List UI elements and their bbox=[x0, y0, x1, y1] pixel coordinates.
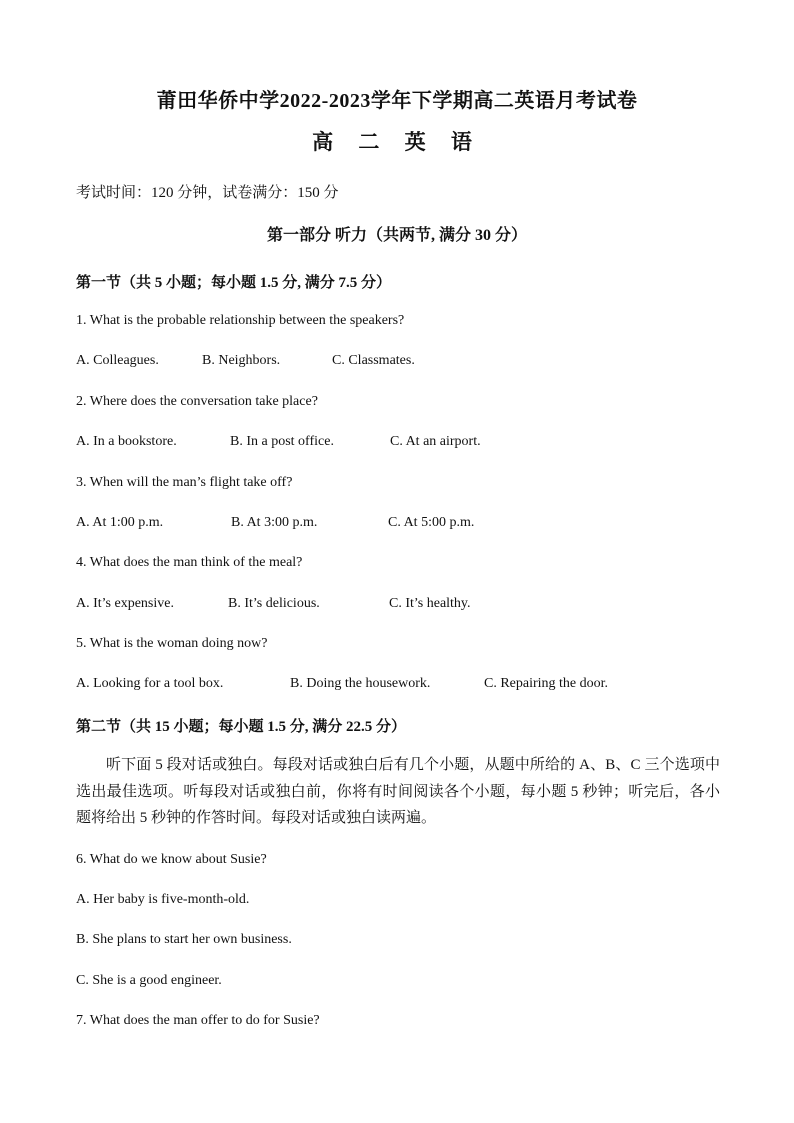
option-a: A. In a bookstore. bbox=[76, 434, 177, 449]
option-b: B. Neighbors. bbox=[202, 353, 281, 368]
option-c: C. It’s healthy. bbox=[389, 596, 471, 611]
option-b: B. Doing the housework. bbox=[290, 676, 431, 691]
part1-heading: 第一部分 听力（共两节, 满分 30 分） bbox=[266, 227, 527, 244]
option-c: C. At an airport. bbox=[390, 434, 481, 449]
question-3-options bbox=[76, 515, 474, 531]
option-c: C. Classmates. bbox=[332, 353, 415, 368]
question-6-option-b: B. She plans to start her own business. bbox=[76, 932, 292, 947]
option-a: A. Colleagues. bbox=[76, 353, 159, 368]
question-5: 5. What is the woman doing now? bbox=[76, 636, 268, 651]
option-b: B. It’s delicious. bbox=[228, 596, 320, 611]
section1-heading: 第一节（共 5 小题；每小题 1.5 分, 满分 7.5 分） bbox=[76, 275, 392, 291]
question-7: 7. What does the man offer to do for Susie? bbox=[76, 1013, 320, 1028]
exam-info: 考试时间：120 分钟，试卷满分：150 分 bbox=[76, 185, 339, 201]
question-3: 3. When will the man’s flight take off? bbox=[76, 475, 293, 490]
question-4: 4. What does the man think of the meal? bbox=[76, 555, 303, 570]
option-a: A. At 1:00 p.m. bbox=[76, 515, 164, 530]
option-a: A. Looking for a tool box. bbox=[76, 676, 224, 691]
question-2: 2. Where does the conversation take place? bbox=[76, 394, 318, 409]
question-5-options bbox=[76, 676, 608, 692]
question-1: 1. What is the probable relationship between the speakers? bbox=[76, 313, 405, 328]
section2-heading: 第二节（共 15 小题；每小题 1.5 分, 满分 22.5 分） bbox=[76, 719, 407, 735]
question-1-options bbox=[76, 353, 415, 369]
question-6-option-a: A. Her baby is five-month-old. bbox=[76, 892, 250, 907]
option-c: C. At 5:00 p.m. bbox=[388, 515, 475, 530]
question-6: 6. What do we know about Susie? bbox=[76, 852, 267, 867]
option-c: C. Repairing the door. bbox=[484, 676, 609, 691]
exam-subtitle: 高 二 英 语 bbox=[312, 130, 482, 154]
option-b: B. At 3:00 p.m. bbox=[231, 515, 318, 530]
question-2-options bbox=[76, 434, 481, 450]
section2-instructions: 听下面 5 段对话或独白。每段对话或独白后有几个小题，从题中所给的 A、B、C 三个选项中选出最佳选项。听每段对话或独白前，你将有时间阅读各个小题，每小题 5 秒钟；听完后，各小题将给出 5 秒钟的作答时间。每段对话或独白读两遍。 bbox=[76, 757, 720, 826]
question-4-options bbox=[76, 596, 471, 612]
question-6-option-c: C. She is a good engineer. bbox=[76, 973, 222, 988]
exam-title: 莆田华侨中学2022-2023学年下学期高二英语月考试卷 bbox=[156, 90, 638, 112]
option-b: B. In a post office. bbox=[230, 434, 334, 449]
option-a: A. It’s expensive. bbox=[76, 596, 174, 611]
